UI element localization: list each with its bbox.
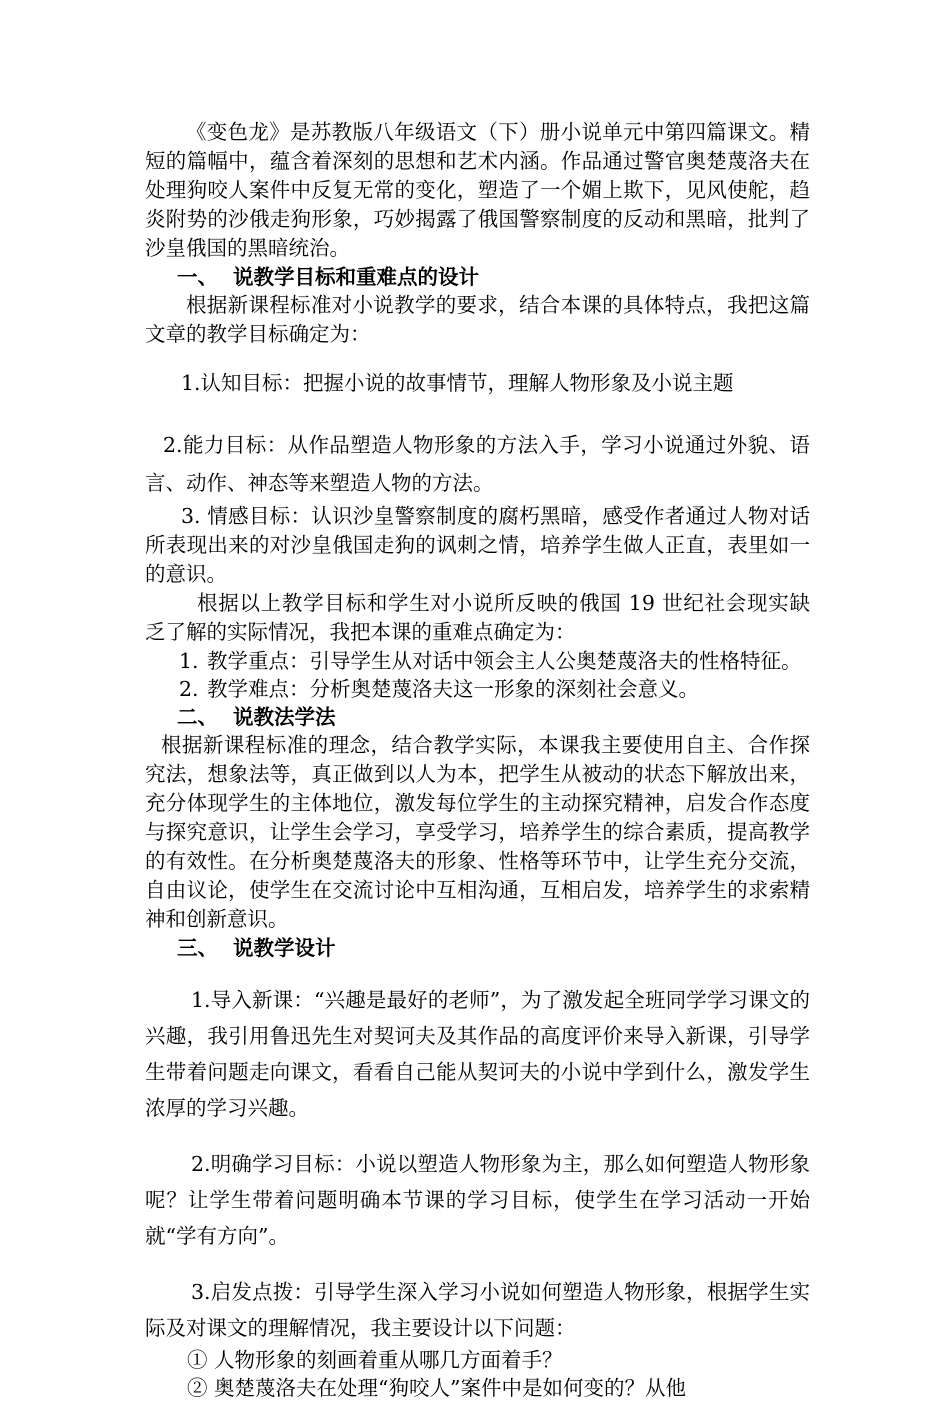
key-point-item [145, 647, 810, 675]
section1-number: 一、 [177, 265, 218, 289]
section2-number: 二、 [177, 705, 218, 729]
section3-paragraph-2: 2.明确学习目标：小说以塑造人物形象为主，那么如何塑造人物形象呢？让学生带着问题明确本节课的学习目标，使学生在学习活动一开始就“学有方向”。 [145, 1152, 810, 1248]
key-point-text: 教学重点：引导学生从对话中领会主人公奥楚蔑洛夫的性格特征。 [207, 649, 802, 673]
document-page [145, 118, 810, 1402]
question-1: ① 人物形象的刻画着重从哪几方面着手？ [187, 1348, 563, 1372]
section2-title: 说教法学法 [233, 705, 336, 729]
section1-heading [145, 263, 810, 291]
goal-ability: 2.能力目标：从作品塑造人物形象的方法入手，学习小说通过外貌、语言、动作、神态等来塑造人物的方法。 [145, 433, 810, 495]
key-point-number: 1. [179, 649, 199, 673]
section1-paragraph-1: 根据新课程标准对小说教学的要求，结合本课的具体特点，我把这篇文章的教学目标确定为： [145, 293, 810, 346]
difficult-point-item [145, 675, 810, 703]
section3-number: 三、 [177, 936, 218, 960]
goal-emotion: 3. 情感目标：认识沙皇警察制度的腐朽黑暗，感受作者通过人物对话所表现出来的对沙皇俄国走狗的讽刺之情，培养学生做人正直，表里如一的意识。 [145, 504, 810, 586]
difficult-point-number: 2. [179, 677, 199, 701]
section3-paragraph-3: 3.启发点拨：引导学生深入学习小说如何塑造人物形象，根据学生实际及对课文的理解情况，我主要设计以下问题： [145, 1280, 810, 1340]
section3-paragraph-1: 1.导入新课：“兴趣是最好的老师”，为了激发起全班同学学习课文的兴趣，我引用鲁迅先生对契诃夫及其作品的高度评价来导入新课，引导学生带着问题走向课文，看看自己能从契诃夫的小说中学到什么，激发学生浓厚的学习兴趣。 [145, 988, 810, 1120]
section3-title: 说教学设计 [233, 936, 336, 960]
section1-title: 说教学目标和重难点的设计 [233, 265, 479, 289]
section1-paragraph-2: 根据以上教学目标和学生对小说所反映的俄国 19 世纪社会现实缺乏了解的实际情况，我把本课的重难点确定为： [145, 591, 810, 644]
difficult-point-text: 教学难点：分析奥楚蔑洛夫这一形象的深刻社会意义。 [207, 677, 699, 701]
section2-paragraph-1: 根据新课程标准的理念，结合教学实际，本课我主要使用自主、合作探究法，想象法等，真正做到以人为本，把学生从被动的状态下解放出来，充分体现学生的主体地位，激发每位学生的主动探究精神，启发合作态度与探究意识，让学生会学习，享受学习，培养学生的综合素质，提高教学的有效性。在分析奥楚蔑洛夫的形象、性格等环节中，让学生充分交流，自由议论，使学生在交流讨论中互相沟通，互相启发，培养学生的求索精神和创新意识。 [145, 733, 810, 931]
intro-paragraph: 《变色龙》是苏教版八年级语文（下）册小说单元中第四篇课文。精短的篇幅中，蕴含着深刻的思想和艺术内涵。作品通过警官奥楚蔑洛夫在处理狗咬人案件中反复无常的变化，塑造了一个媚上欺下，见风使舵，趋炎附势的沙俄走狗形象，巧妙揭露了俄国警察制度的反动和黑暗，批判了沙皇俄国的黑暗统治。 [145, 120, 810, 260]
goal-cognitive: 1.认知目标：把握小说的故事情节，理解人物形象及小说主题 [181, 371, 734, 395]
question-2: ② 奥楚蔑洛夫在处理“狗咬人”案件中是如何变的？从他 [187, 1376, 686, 1400]
section2-heading [145, 703, 810, 731]
section3-heading [145, 934, 810, 962]
